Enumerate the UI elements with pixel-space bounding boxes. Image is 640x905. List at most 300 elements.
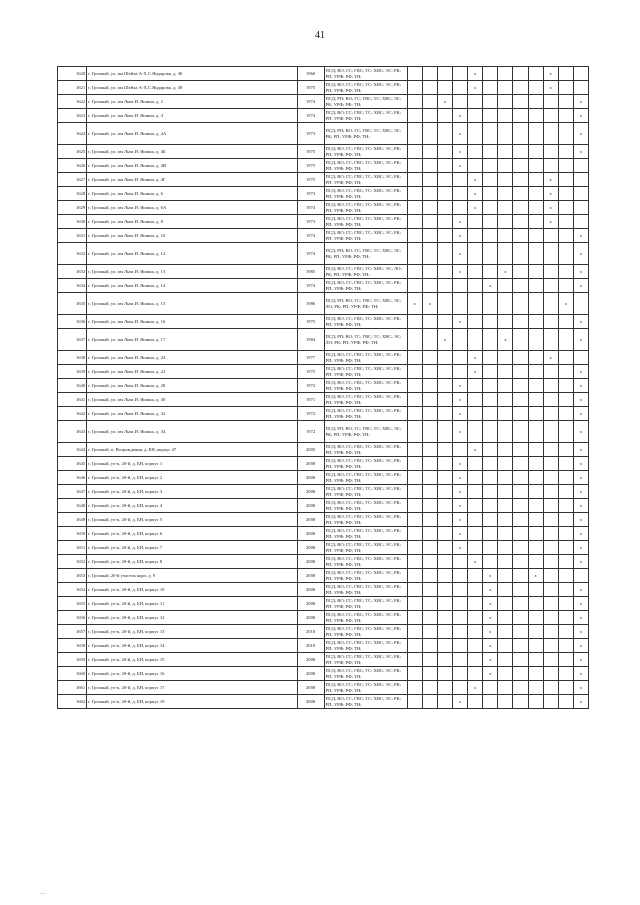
year-cell: 2008	[297, 527, 324, 541]
row-number-cell: 1627	[58, 173, 87, 187]
mark-cell	[468, 329, 483, 351]
mark-cell: x	[573, 95, 588, 109]
systems-cell: ПСД; ВО; ГС; ГВС; ТС; ХВС; ЭС; РК; РП; УРФ; РФ; ТН;	[324, 513, 407, 527]
mark-cell	[498, 569, 513, 583]
mark-cell	[558, 653, 573, 667]
mark-cell: x	[498, 329, 513, 351]
mark-cell	[543, 279, 558, 293]
mark-cell	[407, 159, 422, 173]
mark-cell: x	[573, 471, 588, 485]
year-cell: 1975	[297, 159, 324, 173]
table-row	[58, 407, 589, 421]
mark-cell	[468, 145, 483, 159]
mark-cell	[483, 471, 498, 485]
year-cell: 2008	[297, 513, 324, 527]
mark-cell	[513, 569, 528, 583]
mark-cell	[513, 329, 528, 351]
mark-cell: x	[573, 653, 588, 667]
mark-cell	[407, 681, 422, 695]
mark-cell	[422, 625, 437, 639]
address-cell: г. Грозный, ул. им Льва И. Яшина, д. 4	[87, 109, 297, 123]
mark-cell	[483, 145, 498, 159]
table-row	[58, 173, 589, 187]
mark-cell	[558, 201, 573, 215]
mark-cell	[513, 485, 528, 499]
mark-cell	[513, 379, 528, 393]
mark-cell	[498, 499, 513, 513]
mark-cell	[483, 201, 498, 215]
mark-cell	[468, 215, 483, 229]
mark-cell	[558, 569, 573, 583]
mark-cell: x	[452, 159, 467, 173]
mark-cell	[407, 243, 422, 265]
table-row	[58, 109, 589, 123]
year-cell: 1972	[297, 379, 324, 393]
mark-cell	[528, 653, 543, 667]
row-number-cell: 1638	[58, 351, 87, 365]
table-row	[58, 653, 589, 667]
mark-cell	[528, 393, 543, 407]
mark-cell: x	[483, 639, 498, 653]
mark-cell: x	[573, 109, 588, 123]
mark-cell	[468, 379, 483, 393]
mark-cell	[437, 265, 452, 279]
systems-cell: ПСД; ВО; ГС; ГВС; ТС; ХВС; ЭС; РК; РП; УРФ; РФ; ТН;	[324, 109, 407, 123]
mark-cell	[528, 315, 543, 329]
mark-cell: x	[452, 123, 467, 145]
mark-cell: x	[483, 653, 498, 667]
mark-cell	[513, 457, 528, 471]
mark-cell	[483, 229, 498, 243]
mark-cell	[543, 393, 558, 407]
year-cell: 2008	[297, 695, 324, 709]
mark-cell	[558, 555, 573, 569]
mark-cell	[558, 457, 573, 471]
mark-cell	[543, 471, 558, 485]
mark-cell	[558, 527, 573, 541]
mark-cell	[422, 215, 437, 229]
mark-cell	[452, 173, 467, 187]
mark-cell	[452, 81, 467, 95]
mark-cell	[498, 351, 513, 365]
systems-cell: ПСД; ВО; ГС; ГВС; ТС; ХВС; ЭС; РК; РП; УРФ; РФ; ТН;	[324, 187, 407, 201]
year-cell: 1986	[297, 293, 324, 315]
mark-cell	[483, 457, 498, 471]
mark-cell	[422, 639, 437, 653]
mark-cell	[573, 201, 588, 215]
mark-cell: x	[543, 67, 558, 81]
mark-cell	[437, 667, 452, 681]
mark-cell: x	[543, 215, 558, 229]
mark-cell	[498, 95, 513, 109]
systems-cell: ПСД; ВО; ГС; ГВС; ТС; ХВС; ЭС; РК; РП; УРФ; РФ; ТН;	[324, 393, 407, 407]
mark-cell	[422, 173, 437, 187]
row-number-cell: 1644	[58, 443, 87, 457]
footer-mark: ___	[40, 889, 46, 894]
year-cell: 2008	[297, 569, 324, 583]
mark-cell	[513, 393, 528, 407]
mark-cell	[558, 215, 573, 229]
mark-cell	[528, 187, 543, 201]
row-number-cell: 1657	[58, 625, 87, 639]
mark-cell: x	[452, 421, 467, 443]
mark-cell: x	[452, 499, 467, 513]
year-cell: 1975	[297, 173, 324, 187]
mark-cell	[558, 407, 573, 421]
mark-cell	[513, 351, 528, 365]
mark-cell: x	[452, 471, 467, 485]
row-number-cell: 1633	[58, 265, 87, 279]
mark-cell	[422, 81, 437, 95]
mark-cell	[513, 229, 528, 243]
mark-cell: x	[573, 583, 588, 597]
mark-cell	[558, 393, 573, 407]
mark-cell: x	[452, 229, 467, 243]
mark-cell	[437, 625, 452, 639]
mark-cell	[468, 499, 483, 513]
mark-cell	[468, 421, 483, 443]
mark-cell	[483, 393, 498, 407]
mark-cell	[468, 625, 483, 639]
mark-cell	[407, 315, 422, 329]
mark-cell	[422, 109, 437, 123]
systems-cell: ПСД; ВО; ГС; ГВС; ТС; ХВС; ЭС; РК; РП; УРФ; РФ; ТН;	[324, 457, 407, 471]
year-cell: 2008	[297, 667, 324, 681]
mark-cell	[407, 95, 422, 109]
mark-cell	[422, 485, 437, 499]
systems-cell: ПСД; ВО; ГС; ГВС; ТС; ХВС; ЭС; РК; РП; УРФ; РФ; ТН;	[324, 279, 407, 293]
table-row	[58, 243, 589, 265]
mark-cell	[513, 67, 528, 81]
mark-cell	[483, 527, 498, 541]
mark-cell	[452, 329, 467, 351]
mark-cell: x	[452, 265, 467, 279]
mark-cell	[498, 229, 513, 243]
mark-cell	[558, 81, 573, 95]
mark-cell	[452, 279, 467, 293]
mark-cell	[558, 421, 573, 443]
mark-cell	[407, 393, 422, 407]
mark-cell	[528, 597, 543, 611]
mark-cell	[407, 201, 422, 215]
mark-cell	[528, 243, 543, 265]
mark-cell	[528, 145, 543, 159]
mark-cell	[558, 365, 573, 379]
row-number-cell: 1630	[58, 215, 87, 229]
mark-cell: x	[573, 611, 588, 625]
year-cell: 2005	[297, 443, 324, 457]
mark-cell	[543, 611, 558, 625]
year-cell: 2008	[297, 583, 324, 597]
mark-cell	[437, 611, 452, 625]
mark-cell	[468, 279, 483, 293]
systems-cell: ПСД; ВО; ГС; ГВС; ТС; ХВС; ЭС; РК; РП; УРФ; РФ; ТН;	[324, 471, 407, 485]
mark-cell	[573, 159, 588, 173]
table-row	[58, 201, 589, 215]
address-cell: г. Грозный, уч-к. 20-й, д. БН, корпус 14	[87, 639, 297, 653]
systems-cell: ПСД; ВО; ГС; ГВС; ТС; ХВС; ЭС; РК; РП; УРФ; РФ; ТН;	[324, 625, 407, 639]
mark-cell	[452, 611, 467, 625]
mark-cell	[528, 201, 543, 215]
mark-cell	[558, 597, 573, 611]
address-cell: г. Грозный, уч-к. 20-й, д. БН, корпус 15	[87, 653, 297, 667]
address-cell: г. Грозный, ул. им Льва И. Яшина, д. 10	[87, 229, 297, 243]
mark-cell	[483, 555, 498, 569]
mark-cell	[468, 123, 483, 145]
address-cell: г. Грозный, ул. им Льва И. Яшина, д. 8	[87, 215, 297, 229]
mark-cell	[452, 639, 467, 653]
table-row	[58, 471, 589, 485]
year-cell: 1973	[297, 187, 324, 201]
mark-cell	[513, 81, 528, 95]
mark-cell	[498, 681, 513, 695]
mark-cell	[422, 265, 437, 279]
row-number-cell: 1631	[58, 229, 87, 243]
mark-cell	[573, 67, 588, 81]
mark-cell	[558, 471, 573, 485]
mark-cell	[452, 681, 467, 695]
address-cell: г. Грозный, уч-к. 20-й, д. БН, корпус 11	[87, 597, 297, 611]
mark-cell: x	[573, 365, 588, 379]
mark-cell	[558, 695, 573, 709]
mark-cell	[468, 243, 483, 265]
mark-cell	[498, 173, 513, 187]
row-number-cell: 1624	[58, 123, 87, 145]
mark-cell	[468, 315, 483, 329]
address-cell: г. Грозный, ул. им Льва И. Яшина, д. 4А	[87, 123, 297, 145]
mark-cell	[498, 471, 513, 485]
mark-cell	[407, 145, 422, 159]
mark-cell	[437, 201, 452, 215]
mark-cell	[422, 145, 437, 159]
systems-cell: ПСД; ВО; ГС; ГВС; ТС; ХВС; ЭС; РК; РП; УРФ; РФ; ТН;	[324, 597, 407, 611]
mark-cell: x	[452, 695, 467, 709]
mark-cell	[528, 365, 543, 379]
mark-cell	[407, 485, 422, 499]
table-row	[58, 625, 589, 639]
table-row	[58, 293, 589, 315]
systems-cell: ПСД; ВО; ГС; ГВС; ТС; ХВС; ЭС; РК; РП; УРФ; РФ; ТН;	[324, 229, 407, 243]
mark-cell	[543, 109, 558, 123]
mark-cell: x	[573, 123, 588, 145]
mark-cell	[468, 265, 483, 279]
mark-cell: x	[452, 379, 467, 393]
mark-cell	[528, 279, 543, 293]
mark-cell	[498, 583, 513, 597]
page-number: 41	[315, 30, 325, 41]
row-number-cell: 1650	[58, 527, 87, 541]
mark-cell	[468, 639, 483, 653]
row-number-cell: 1651	[58, 541, 87, 555]
row-number-cell: 1658	[58, 639, 87, 653]
mark-cell: x	[468, 67, 483, 81]
mark-cell	[452, 187, 467, 201]
mark-cell: x	[468, 681, 483, 695]
mark-cell	[422, 667, 437, 681]
mark-cell	[558, 95, 573, 109]
mark-cell	[468, 541, 483, 555]
mark-cell	[513, 597, 528, 611]
table-row	[58, 421, 589, 443]
row-number-cell: 1636	[58, 315, 87, 329]
mark-cell	[437, 681, 452, 695]
mark-cell	[558, 123, 573, 145]
row-number-cell: 1640	[58, 379, 87, 393]
table-row	[58, 229, 589, 243]
table-row	[58, 123, 589, 145]
row-number-cell: 1649	[58, 513, 87, 527]
mark-cell	[422, 695, 437, 709]
address-cell: г. Грозный, ул. им Льва И. Яшина, д. 22	[87, 365, 297, 379]
mark-cell	[407, 365, 422, 379]
mark-cell: x	[452, 315, 467, 329]
mark-cell	[452, 625, 467, 639]
mark-cell	[543, 123, 558, 145]
mark-cell	[498, 541, 513, 555]
row-number-cell: 1620	[58, 67, 87, 81]
mark-cell	[407, 583, 422, 597]
mark-cell	[437, 457, 452, 471]
mark-cell	[558, 229, 573, 243]
mark-cell	[498, 407, 513, 421]
mark-cell	[437, 351, 452, 365]
mark-cell	[543, 653, 558, 667]
mark-cell	[468, 95, 483, 109]
mark-cell	[422, 159, 437, 173]
year-cell: 2008	[297, 597, 324, 611]
mark-cell	[437, 407, 452, 421]
mark-cell	[528, 457, 543, 471]
table-row	[58, 279, 589, 293]
mark-cell	[543, 329, 558, 351]
mark-cell	[498, 279, 513, 293]
mark-cell	[422, 407, 437, 421]
mark-cell: x	[468, 555, 483, 569]
mark-cell	[558, 187, 573, 201]
mark-cell	[513, 527, 528, 541]
row-number-cell: 1652	[58, 555, 87, 569]
mark-cell	[422, 315, 437, 329]
mark-cell	[558, 611, 573, 625]
mark-cell: x	[483, 611, 498, 625]
mark-cell: x	[573, 145, 588, 159]
mark-cell	[422, 379, 437, 393]
systems-cell: ПСД; ВО; ГС; ГВС; ТС; ХВС; ЭС; РК; РП; УРФ; РФ; ТН;	[324, 611, 407, 625]
systems-cell: ПСД; ВО; ГС; ГВС; ТС; ХВС; ЭС; РК; РП; УРФ; РФ; ТН;	[324, 351, 407, 365]
mark-cell	[528, 329, 543, 351]
mark-cell	[543, 569, 558, 583]
mark-cell	[407, 81, 422, 95]
mark-cell	[468, 667, 483, 681]
address-cell: г. Грозный, уч-к. 20-й, д. БН, корпус 13	[87, 625, 297, 639]
mark-cell	[558, 513, 573, 527]
systems-cell: ПСД; ВО; ГС; ГВС; ТС; ХВС; ЭС; РК; РП; УРФ; РФ; ТН;	[324, 667, 407, 681]
mark-cell: x	[452, 393, 467, 407]
mark-cell: x	[573, 681, 588, 695]
table-row	[58, 443, 589, 457]
mark-cell: x	[528, 569, 543, 583]
mark-cell	[407, 611, 422, 625]
mark-cell	[437, 243, 452, 265]
mark-cell: x	[573, 279, 588, 293]
row-number-cell: 1661	[58, 681, 87, 695]
mark-cell: x	[483, 667, 498, 681]
mark-cell	[437, 569, 452, 583]
mark-cell	[528, 229, 543, 243]
mark-cell	[528, 293, 543, 315]
row-number-cell: 1626	[58, 159, 87, 173]
mark-cell: x	[437, 329, 452, 351]
mark-cell	[483, 109, 498, 123]
mark-cell	[528, 555, 543, 569]
mark-cell	[498, 667, 513, 681]
mark-cell	[422, 201, 437, 215]
mark-cell	[468, 583, 483, 597]
year-cell: 2008	[297, 541, 324, 555]
table-row	[58, 681, 589, 695]
mark-cell	[558, 265, 573, 279]
mark-cell	[573, 81, 588, 95]
row-number-cell: 1621	[58, 81, 87, 95]
mark-cell	[437, 653, 452, 667]
mark-cell	[437, 527, 452, 541]
mark-cell	[498, 123, 513, 145]
mark-cell: x	[483, 583, 498, 597]
mark-cell: x	[573, 541, 588, 555]
mark-cell	[513, 625, 528, 639]
mark-cell: x	[573, 443, 588, 457]
mark-cell	[513, 421, 528, 443]
mark-cell	[573, 187, 588, 201]
housing-registry-table	[57, 66, 589, 709]
address-cell: г. Грозный, ул. им Льва И. Яшина, д. 34	[87, 421, 297, 443]
year-cell: 1972	[297, 421, 324, 443]
mark-cell	[407, 569, 422, 583]
mark-cell	[452, 293, 467, 315]
mark-cell: x	[543, 351, 558, 365]
row-number-cell: 1639	[58, 365, 87, 379]
mark-cell: x	[437, 95, 452, 109]
mark-cell	[528, 639, 543, 653]
mark-cell: x	[573, 499, 588, 513]
address-cell: г. Грозный, уч-к. 20-й, д. БН, корпус 16	[87, 667, 297, 681]
systems-cell: ПСД; ВО; ГС; ГВС; ТС; ХВС; ЭС; РК; РП; УРФ; РФ; ТН;	[324, 639, 407, 653]
systems-cell: ПСД; ВО; ГС; ГВС; ТС; ХВС; ЭС; РК; РП; УРФ; РФ; ТН;	[324, 695, 407, 709]
systems-cell: ПСД; РП; ВО; ГС; ГВС; ТС; ХВС; ЭС; ЛО; РК; РП; УРФ; РФ; ТН;	[324, 293, 407, 315]
mark-cell: x	[573, 597, 588, 611]
mark-cell	[452, 351, 467, 365]
systems-cell: ПСД; ВО; ГС; ГВС; ТС; ХВС; ЭС; РК; РП; УРФ; РФ; ТН;	[324, 681, 407, 695]
mark-cell	[452, 201, 467, 215]
mark-cell	[422, 569, 437, 583]
year-cell: 1977	[297, 351, 324, 365]
row-number-cell: 1635	[58, 293, 87, 315]
mark-cell	[543, 95, 558, 109]
mark-cell	[543, 407, 558, 421]
mark-cell: x	[452, 457, 467, 471]
mark-cell: x	[468, 365, 483, 379]
mark-cell: x	[483, 569, 498, 583]
mark-cell	[528, 95, 543, 109]
year-cell: 1974	[297, 201, 324, 215]
mark-cell	[483, 123, 498, 145]
mark-cell	[513, 215, 528, 229]
mark-cell	[422, 499, 437, 513]
mark-cell	[513, 315, 528, 329]
mark-cell	[543, 293, 558, 315]
mark-cell	[407, 265, 422, 279]
mark-cell	[407, 541, 422, 555]
